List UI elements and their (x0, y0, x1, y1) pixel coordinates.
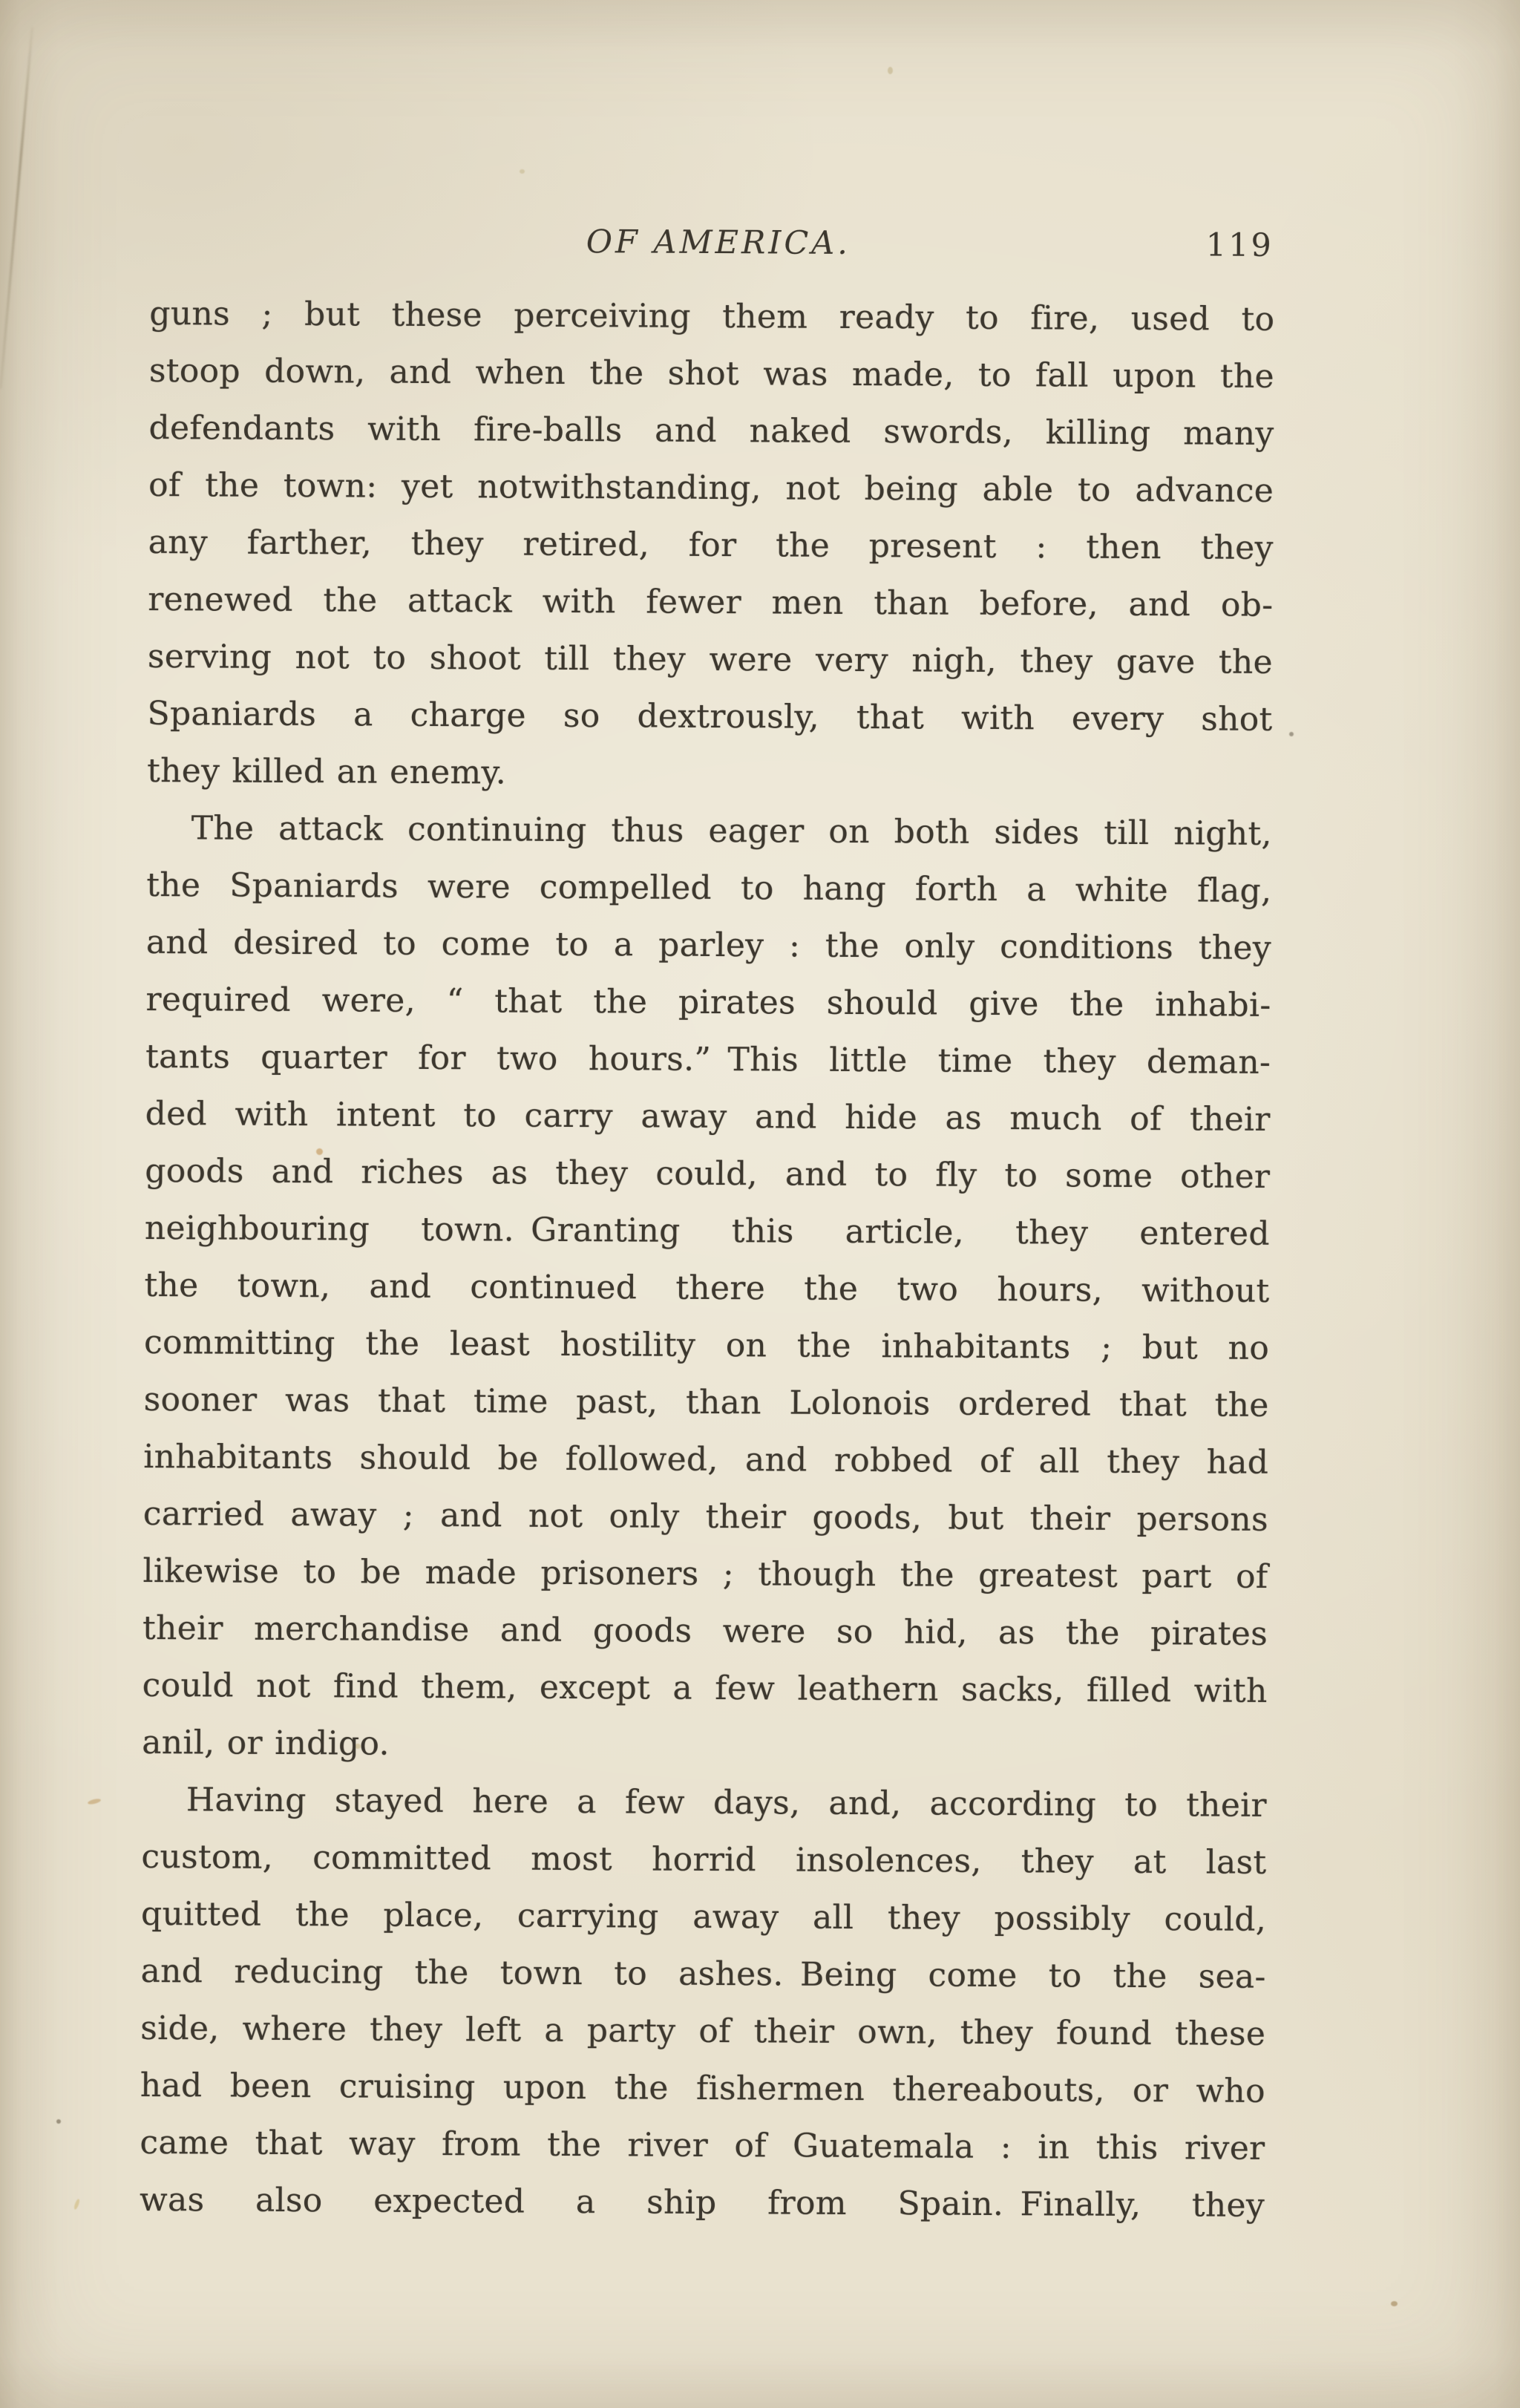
running-title: OF AMERICA. (586, 223, 851, 262)
text-line: quitted the place, carrying away all they possibly could, (140, 1895, 1267, 1939)
text-line: goods and riches as they could, and to fly to some other (145, 1152, 1271, 1196)
text-line: and desired to come to a parley : the only conditions they (145, 923, 1272, 967)
page-number: 119 (1205, 226, 1274, 264)
text-line: ded with intent to carry away and hide as much of their (145, 1095, 1271, 1139)
ink-speck (88, 1798, 102, 1805)
text-line: any farther, they retired, for the present : then they (148, 523, 1274, 567)
text-line: The attack continuing thus eager on both sides till night, (191, 809, 1272, 853)
text-line: carried away ; and not only their goods, but their persons (142, 1495, 1268, 1539)
ink-speck (520, 169, 525, 174)
text-line: the town, and continued there the two hours, without (144, 1266, 1270, 1310)
text-line: came that way from the river of Guatemala : in this river (140, 2123, 1265, 2167)
text-line: side, where they left a party of their own, they found these (140, 2009, 1266, 2053)
text-line: Spaniards a charge so dextrously, that with every shot (147, 695, 1273, 739)
ink-speck (56, 2119, 61, 2124)
ink-speck (73, 2199, 81, 2211)
text-line: could not find them, except a few leathern sacks, filled with (142, 1666, 1268, 1710)
text-line: likewise to be made prisoners ; though the greatest part of (142, 1552, 1268, 1596)
text-line: required were, “ that the pirates should give the inhabi- (145, 981, 1271, 1024)
page-crease-mark (0, 27, 33, 389)
text-line: committing the least hostility on the inhabitants ; but no (143, 1324, 1270, 1367)
text-line: the Spaniards were compelled to hang forth a white flag, (146, 866, 1272, 910)
text-line: custom, committed most horrid insolences, they at last (141, 1838, 1267, 1882)
running-head (150, 220, 1275, 266)
text-line: of the town: yet notwithstanding, not being able to advance (148, 466, 1274, 510)
ink-speck (888, 67, 893, 74)
text-line: had been cruising upon the fishermen thereabouts, or who (140, 2066, 1265, 2110)
paragraph (147, 285, 1275, 805)
text-line: stoop down, and when the shot was made, to fall upon the (148, 352, 1275, 396)
text-line: neighbouring town. Granting this article, they entered (144, 1209, 1271, 1253)
paragraph (140, 1771, 1267, 2234)
text-line: they killed an enemy. (146, 752, 507, 792)
text-line: anil, or indigo. (142, 1724, 390, 1763)
text-line: serving not to shoot till they were very nigh, they gave the (147, 638, 1274, 681)
page-body (140, 285, 1275, 2234)
text-line: their merchandise and goods were so hid, as the pirates (142, 1609, 1268, 1653)
text-line: defendants with fire-balls and naked swords, killing many (148, 409, 1274, 453)
ink-speck (1289, 732, 1294, 736)
text-line: inhabitants should be followed, and robbed of all they had (143, 1438, 1269, 1482)
text-line: was also expected a ship from Spain. Finally, they (139, 2180, 1265, 2225)
paragraph (142, 799, 1272, 1777)
text-line: tants quarter for two hours.” This little time they deman- (145, 1038, 1271, 1082)
text-line: sooner was that time past, than Lolonois ordered that the (143, 1381, 1269, 1424)
text-line: guns ; but these perceiving them ready to fire, used to (149, 295, 1275, 338)
page-content (140, 220, 1275, 2234)
ink-speck (1391, 2301, 1398, 2306)
text-line: Having stayed here a few days, and, according to their (186, 1781, 1267, 1825)
text-line: and reducing the town to ashes. Being come to the sea- (140, 1951, 1266, 1996)
text-line: renewed the attack with fewer men than before, and ob- (148, 580, 1274, 624)
